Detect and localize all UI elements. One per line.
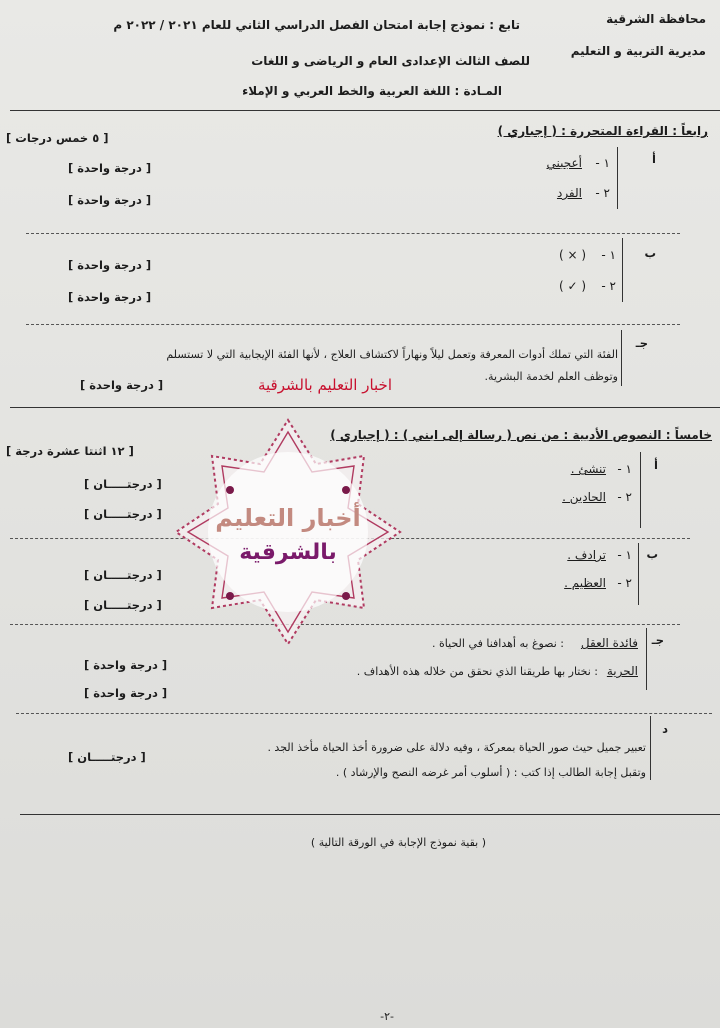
answer-text: ( ✓ ) <box>558 279 586 293</box>
answer-label: فائدة العقل <box>580 636 638 650</box>
dashed-separator <box>26 233 680 234</box>
answer-grade: [ درجة واحدة ] <box>84 686 168 700</box>
section-divider <box>20 814 720 815</box>
answer-text: : نصوغ به أهدافنا في الحياة . <box>432 637 564 650</box>
red-watermark-text: اخبار التعليم بالشرقية <box>257 376 392 394</box>
exam-title-line1: تابع : نموذج إجابة امتحان الفصل الدراسي الثاني للعام ٢٠٢١ / ٢٠٢٢ م <box>113 18 520 32</box>
section4-total-grade: [ ٥ خمس درجات ] <box>6 131 109 145</box>
answer-text: وتوظف العلم لخدمة البشرية. <box>484 370 618 383</box>
exam-subject-line: المـادة : اللغة العربية والخط العربي و الإملاء <box>242 84 502 98</box>
answer-text: الحادين . <box>562 490 606 504</box>
section4-part-b-letter: ب <box>644 246 656 260</box>
section4-part-c-letter: جـ <box>635 336 648 350</box>
exam-title-line2: للصف الثالث الإعدادى العام و الرياضى و اللغات <box>251 54 530 68</box>
watermark-stamp <box>168 412 408 652</box>
answer-text: العظيم . <box>564 576 606 590</box>
answer-grade: [ درجة واحدة ] <box>68 290 152 304</box>
section5-heading: خامساً : النصوص الأدبية : من نص ( رسالة إلى ابني ) : ( إجباري ) <box>330 428 712 442</box>
section5-part-d-letter: د <box>662 722 668 736</box>
answer-number: ٢ - <box>617 490 632 504</box>
section4-part-a-letter: أ <box>652 152 656 166</box>
answer-number: ١ - <box>617 462 632 476</box>
answer-text: وتقبل إجابة الطالب إذا كتب : ( أسلوب أمر غرضه النصح والإرشاد ) . <box>335 766 646 779</box>
answer-number: ١ - <box>595 156 610 170</box>
answer-grade: [ درجتـــــان ] <box>84 507 162 521</box>
answer-text: أعجبني <box>546 156 582 170</box>
answer-text: الفرد <box>556 186 582 200</box>
answer-grade: [ درجة واحدة ] <box>68 258 152 272</box>
answer-number: ٢ - <box>601 279 616 293</box>
page-number: -٢- <box>380 1010 394 1023</box>
directorate-label: مديرية التربية و التعليم <box>570 44 706 58</box>
stamp-line1: أخبار التعليم <box>215 504 361 532</box>
part-bracket <box>621 330 622 386</box>
answer-text: تعبير جميل حيث صور الحياة بمعركة ، وفيه دلالة على ضرورة أخذ الحياة مأخذ الجد . <box>267 741 646 754</box>
answer-text: الفئة التي تملك أدوات المعرفة وتعمل ليلاً ونهاراً لاكتشاف العلاج ، لأنها الفئة الإيجابية التي لا تستسلم <box>166 348 618 361</box>
answer-text: ترادف . <box>567 548 606 562</box>
header-divider <box>10 110 720 111</box>
answer-text: : نختار بها طريقنا الذي نحقق من خلاله هذه الأهداف . <box>356 665 598 678</box>
part-bracket <box>622 238 623 302</box>
section5-total-grade: [ ١٢ اثنتا عشرة درجة ] <box>6 444 134 458</box>
dashed-separator <box>16 713 712 714</box>
answer-text: تنشئ . <box>570 462 606 476</box>
dashed-separator <box>26 324 680 325</box>
answer-grade: [ درجة واحدة ] <box>80 378 164 392</box>
governorate-label: محافظة الشرقية <box>606 12 706 26</box>
answer-grade: [ درجة واحدة ] <box>68 193 152 207</box>
part-bracket <box>638 543 639 605</box>
part-bracket <box>646 628 647 690</box>
part-bracket <box>650 716 651 780</box>
answer-text: ( × ) <box>558 248 586 262</box>
answer-grade: [ درجتـــــان ] <box>84 598 162 612</box>
continuation-note: ( بقية نموذج الإجابة في الورقة التالية ) <box>310 836 486 849</box>
answer-number: ١ - <box>601 248 616 262</box>
part-bracket <box>640 452 641 528</box>
answer-grade: [ درجتـــــان ] <box>84 568 162 582</box>
stamp-ring <box>168 412 408 652</box>
section5-part-b-letter: ب <box>646 547 658 561</box>
answer-grade: [ درجة واحدة ] <box>68 161 152 175</box>
answer-number: ٢ - <box>617 576 632 590</box>
section5-part-a-letter: أ <box>654 458 658 472</box>
section-divider <box>10 407 720 408</box>
answer-number: ٢ - <box>595 186 610 200</box>
answer-grade: [ درجتـــــان ] <box>84 477 162 491</box>
answer-number: ١ - <box>617 548 632 562</box>
answer-grade: [ درجتـــــان ] <box>68 750 146 764</box>
answer-grade: [ درجة واحدة ] <box>84 658 168 672</box>
section4-heading: رابعاً : القراءة المتحررة : ( إجباري ) <box>497 124 708 138</box>
answer-label: الحرية <box>606 664 638 678</box>
stamp-line2: بالشرقية <box>239 540 337 565</box>
section5-part-c-letter: جـ <box>651 633 664 647</box>
part-bracket <box>617 147 618 209</box>
